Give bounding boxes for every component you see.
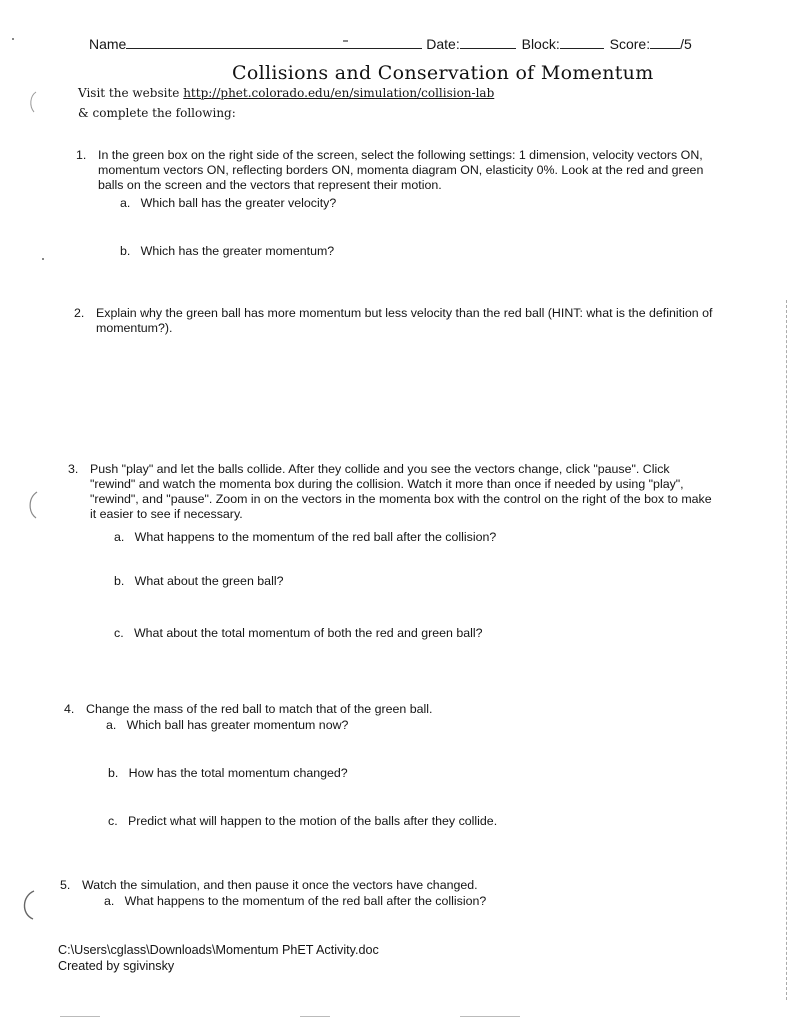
scan-speck	[42, 258, 44, 260]
question-3a	[114, 530, 496, 544]
scan-speck	[60, 1016, 100, 1017]
punch-hole-mark-bottom	[18, 888, 38, 922]
part-letter: a.	[104, 894, 115, 908]
scan-speck	[12, 38, 14, 40]
question-1a	[120, 196, 336, 210]
date-label: Date:	[426, 36, 460, 52]
question-2	[74, 306, 714, 336]
part-text: How has the total momentum changed?	[128, 766, 348, 780]
part-letter: b.	[114, 574, 125, 588]
part-text: Which ball has the greater velocity?	[140, 196, 337, 210]
question-1b	[120, 244, 334, 258]
punch-hole-mark-top	[26, 90, 40, 114]
part-letter: c.	[108, 814, 118, 828]
question-number: 5.	[60, 878, 71, 892]
question-1	[76, 148, 716, 193]
score-blank	[650, 36, 680, 49]
intro-complete-text: & complete the following:	[78, 106, 236, 120]
date-blank	[460, 36, 516, 49]
scan-edge-right	[786, 300, 787, 1000]
name-label: Name	[89, 36, 127, 52]
footer-credit: Created by sgivinsky	[58, 959, 175, 973]
question-number: 1.	[76, 148, 87, 162]
part-text: Predict what will happen to the motion of the balls after they collide.	[127, 814, 498, 828]
block-label: Block:	[521, 36, 560, 52]
part-letter: b.	[108, 766, 119, 780]
part-text: Which ball has greater momentum now?	[126, 718, 349, 732]
part-text: What about the total momentum of both the red and green ball?	[133, 626, 483, 640]
question-number: 2.	[74, 306, 85, 320]
question-5a	[104, 894, 486, 908]
question-3c	[114, 626, 483, 640]
scan-speck	[300, 1016, 330, 1017]
part-letter: b.	[120, 244, 131, 258]
question-4a	[106, 718, 348, 732]
question-text: Explain why the green ball has more momentum but less velocity than the red ball (HINT: what is the definition of momentum?).	[96, 306, 713, 335]
score-total: /5	[680, 36, 692, 52]
question-4c	[108, 814, 497, 828]
intro-visit-line	[78, 86, 494, 100]
scan-speck	[460, 1016, 520, 1017]
part-text: Which has the greater momentum?	[140, 244, 335, 258]
question-5	[60, 878, 700, 893]
question-number: 4.	[64, 702, 75, 716]
part-text: What happens to the momentum of the red ball after the collision?	[134, 530, 497, 544]
phet-url: http://phet.colorado.edu/en/simulation/collision-lab	[183, 86, 495, 100]
footer-file-path: C:\Users\cglass\Downloads\Momentum PhET Activity.doc	[58, 943, 379, 957]
punch-hole-mark-middle	[24, 490, 40, 520]
score-label: Score:	[609, 36, 651, 52]
name-blank	[126, 36, 422, 49]
scan-speck	[343, 40, 348, 42]
question-3	[68, 462, 714, 522]
question-text: Change the mass of the red ball to match that of the green ball.	[86, 702, 433, 716]
part-letter: a.	[120, 196, 131, 210]
part-text: What happens to the momentum of the red ball after the collision?	[124, 894, 487, 908]
page-title: Collisions and Conservation of Momentum	[232, 62, 654, 84]
question-3b	[114, 574, 283, 588]
question-4b	[108, 766, 348, 780]
question-text: Watch the simulation, and then pause it once the vectors have changed.	[82, 878, 478, 892]
question-text: Push "play" and let the balls collide. After they collide and you see the vectors change, click "pause". Click "rewind" and watch the momenta box during the collision. Watch it more than once if needed by using "play", "rewind", and "pause". Zoom in on the vectors in the momenta box with the control on the right of the box to make it easier to see if necessary.	[90, 462, 712, 521]
part-letter: a.	[106, 718, 117, 732]
part-letter: c.	[114, 626, 124, 640]
part-text: What about the green ball?	[134, 574, 284, 588]
header-row	[89, 36, 692, 52]
question-number: 3.	[68, 462, 79, 476]
question-text: In the green box on the right side of the screen, select the following settings: 1 dimension, velocity vectors ON, momentum vectors ON, reflecting borders ON, momenta diagram ON, elasticity 0%. Look at the red and green balls on the screen and the vectors that represent their motion.	[98, 148, 704, 192]
intro-visit-text: Visit the website	[78, 86, 180, 100]
question-4	[64, 702, 704, 717]
block-blank	[560, 36, 604, 49]
part-letter: a.	[114, 530, 125, 544]
